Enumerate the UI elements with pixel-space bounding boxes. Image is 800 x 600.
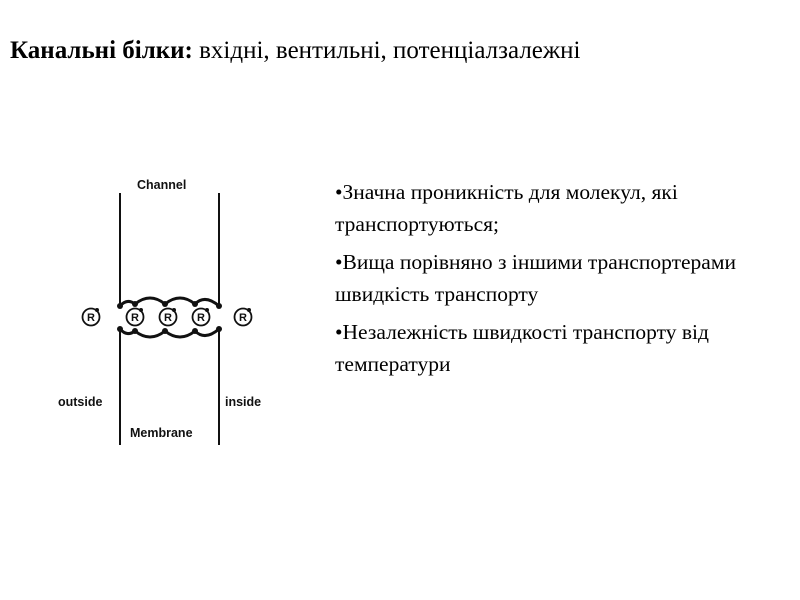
svg-text:R: R bbox=[164, 312, 172, 324]
svg-text:R: R bbox=[239, 312, 247, 324]
channel-dot bbox=[162, 328, 168, 334]
channel-dot bbox=[117, 303, 123, 309]
channel-dot bbox=[117, 326, 123, 332]
title-rest: вхідні, вентильні, потенціалзалежні bbox=[192, 37, 581, 64]
bullet-item: •Значна проникність для молекул, які транспортуються; bbox=[335, 180, 678, 236]
inside-label: inside bbox=[225, 395, 262, 409]
channel-dot bbox=[216, 303, 222, 309]
bullet-list bbox=[335, 176, 785, 386]
channel-dot bbox=[192, 328, 198, 334]
channel-dot bbox=[132, 328, 138, 334]
bullet-item: •Незалежність швидкості транспорту від температури bbox=[335, 320, 709, 376]
outside-label: outside bbox=[58, 395, 103, 409]
channel-dot bbox=[162, 301, 168, 307]
channel-label: Channel bbox=[137, 178, 187, 192]
channel-dot bbox=[192, 301, 198, 307]
svg-text:R: R bbox=[87, 312, 95, 324]
channel-dot bbox=[216, 326, 222, 332]
molecule-inside bbox=[235, 308, 252, 326]
molecule-in-channel-2 bbox=[160, 308, 177, 326]
channel-dot bbox=[132, 301, 138, 307]
svg-text:R: R bbox=[131, 312, 139, 324]
molecule-in-channel-1 bbox=[127, 308, 144, 326]
title-bold-part: Канальні білки: bbox=[10, 37, 193, 64]
molecule-in-channel-3 bbox=[193, 308, 210, 326]
molecule-outside bbox=[83, 308, 100, 326]
channel-diagram bbox=[50, 170, 290, 450]
svg-text:R: R bbox=[197, 312, 205, 324]
channel-diagram-svg bbox=[50, 170, 290, 450]
membrane-label: Membrane bbox=[130, 426, 193, 440]
slide-title bbox=[10, 34, 581, 68]
bullet-item: •Вища порівняно з іншими транспортерами швидкість транспорту bbox=[335, 250, 736, 306]
